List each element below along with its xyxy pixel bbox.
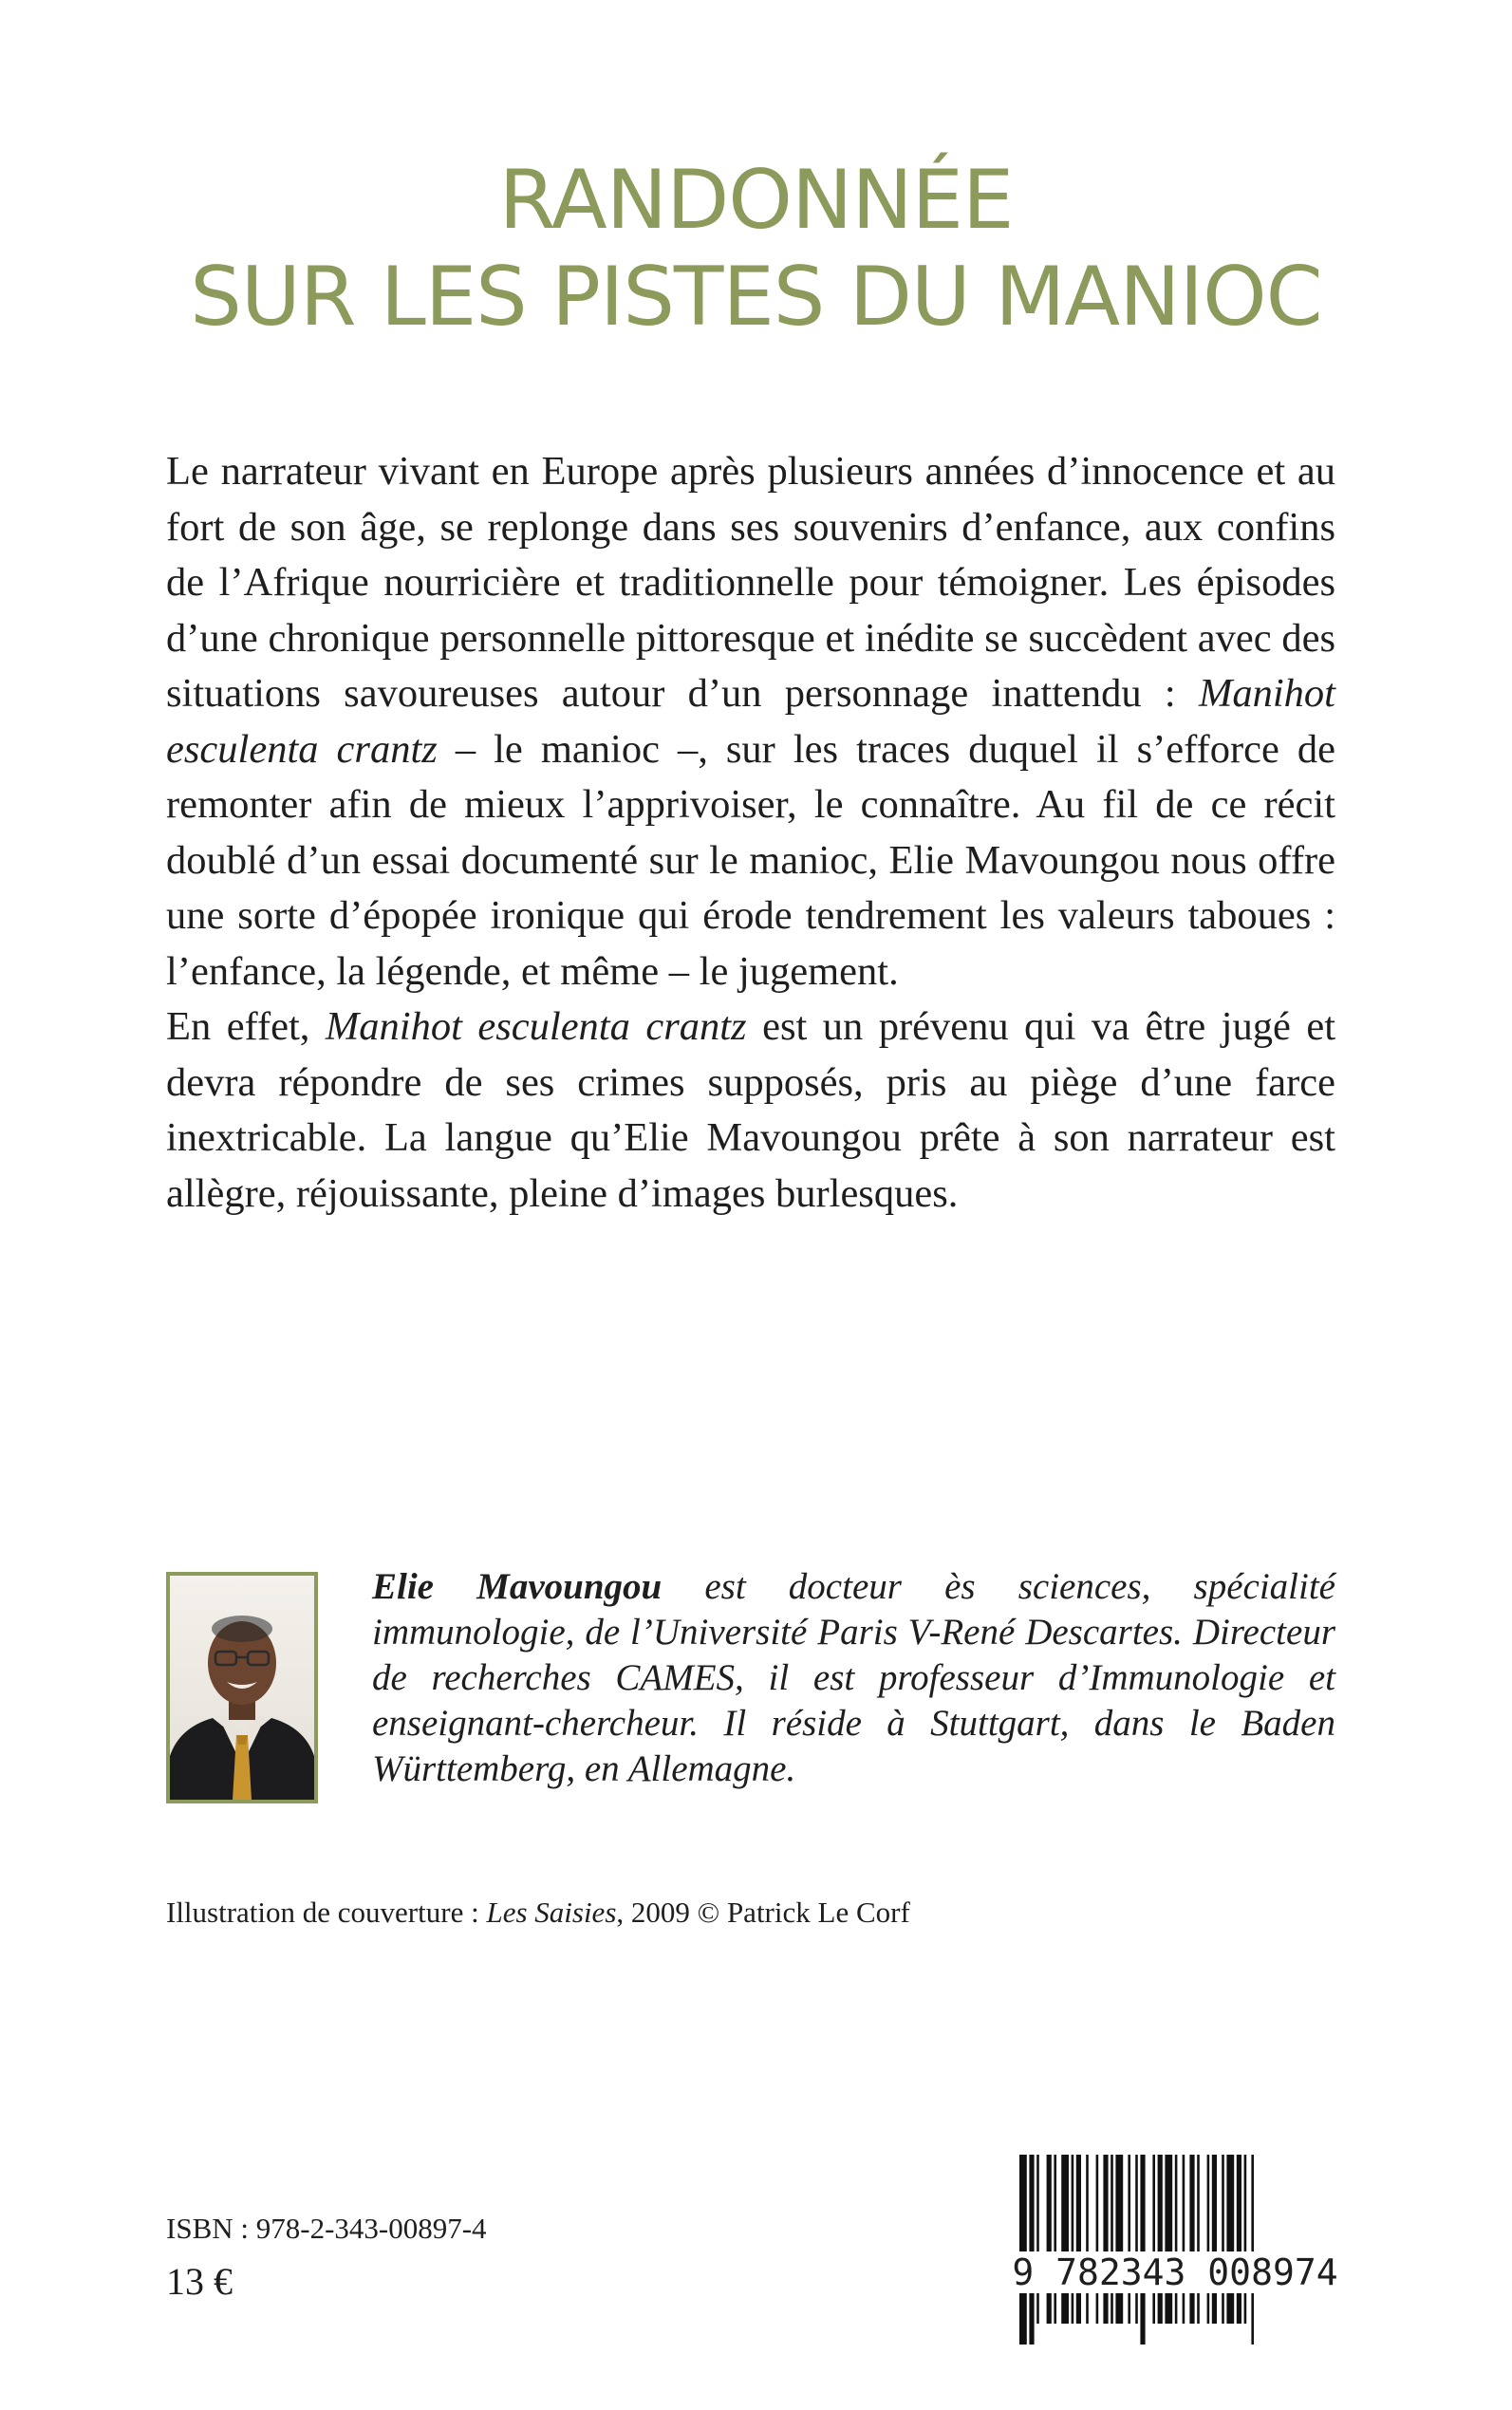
title-line-2: SUR LES PISTES DU MANIOC xyxy=(190,250,1322,345)
barcode-number: 9 782343 008974 xyxy=(1004,2251,1346,2293)
price: 13 € xyxy=(166,2260,233,2303)
cover-credit xyxy=(166,1894,1335,1932)
synopsis-paragraph-2 xyxy=(166,999,1335,1222)
author-name: Elie Mavoungou xyxy=(372,1566,663,1607)
synopsis-text: En effet, xyxy=(166,1004,326,1049)
credit-suffix: , 2009 © Patrick Le Corf xyxy=(616,1896,910,1929)
species-name: Manihot esculenta crantz xyxy=(325,1004,747,1049)
author-bio-text: est docteur ès sciences, spécialité immunologie, de l’Université Paris V-René Descartes. Directeur de recherches CAMES, il est professeur d’Immunologie et enseignant-chercheur. Il réside à Stuttgart, dans le Baden Württemberg, en Allemagne. xyxy=(372,1566,1335,1789)
author-bio xyxy=(372,1564,1335,1792)
credit-work-title: Les Saisies xyxy=(486,1896,617,1929)
synopsis-text: Le narrateur vivant en Europe après plusieurs années d’innocence et au fort de son âge, se replonge dans ses souvenirs d’enfance, aux confins de l’Afrique nourricière et traditionnelle pour témoigner. Les épisodes d’une chronique personnelle pittoresque et inédite se succèdent avec des situations savoureuses autour d’un personnage inattendu : xyxy=(166,449,1335,716)
author-photo xyxy=(166,1572,318,1803)
credit-prefix: Illustration de couverture : xyxy=(166,1896,487,1929)
synopsis-text: est un prévenu qui va être jugé et devra répondre de ses crimes supposés, pris au piège d’une farce inextricable. La langue qu’Elie Mavoungou prête à son narrateur est allègre, réjouissante, pleine d’images burlesques. xyxy=(166,1004,1335,1216)
species-name: Manihot esculenta crantz xyxy=(166,671,1335,772)
synopsis-text: – le manioc –, sur les traces duquel il s’efforce de remonter afin de mieux l’apprivoiser, le connaître. Au fil de ce récit doublé d’un essai documenté sur le manioc, Elie Mavoungou nous offre une sorte d’épopée ironique qui érode tendrement les valeurs taboues : l’enfance, la légende, et même – le jugement. xyxy=(166,726,1335,994)
author-portrait-image xyxy=(170,1576,314,1800)
title-line-1: RANDONNÉE xyxy=(498,153,1014,248)
synopsis xyxy=(166,444,1335,1222)
isbn: ISBN : 978-2-343-00897-4 xyxy=(166,2212,487,2245)
synopsis-paragraph-1 xyxy=(166,444,1335,999)
book-title xyxy=(0,152,1512,346)
